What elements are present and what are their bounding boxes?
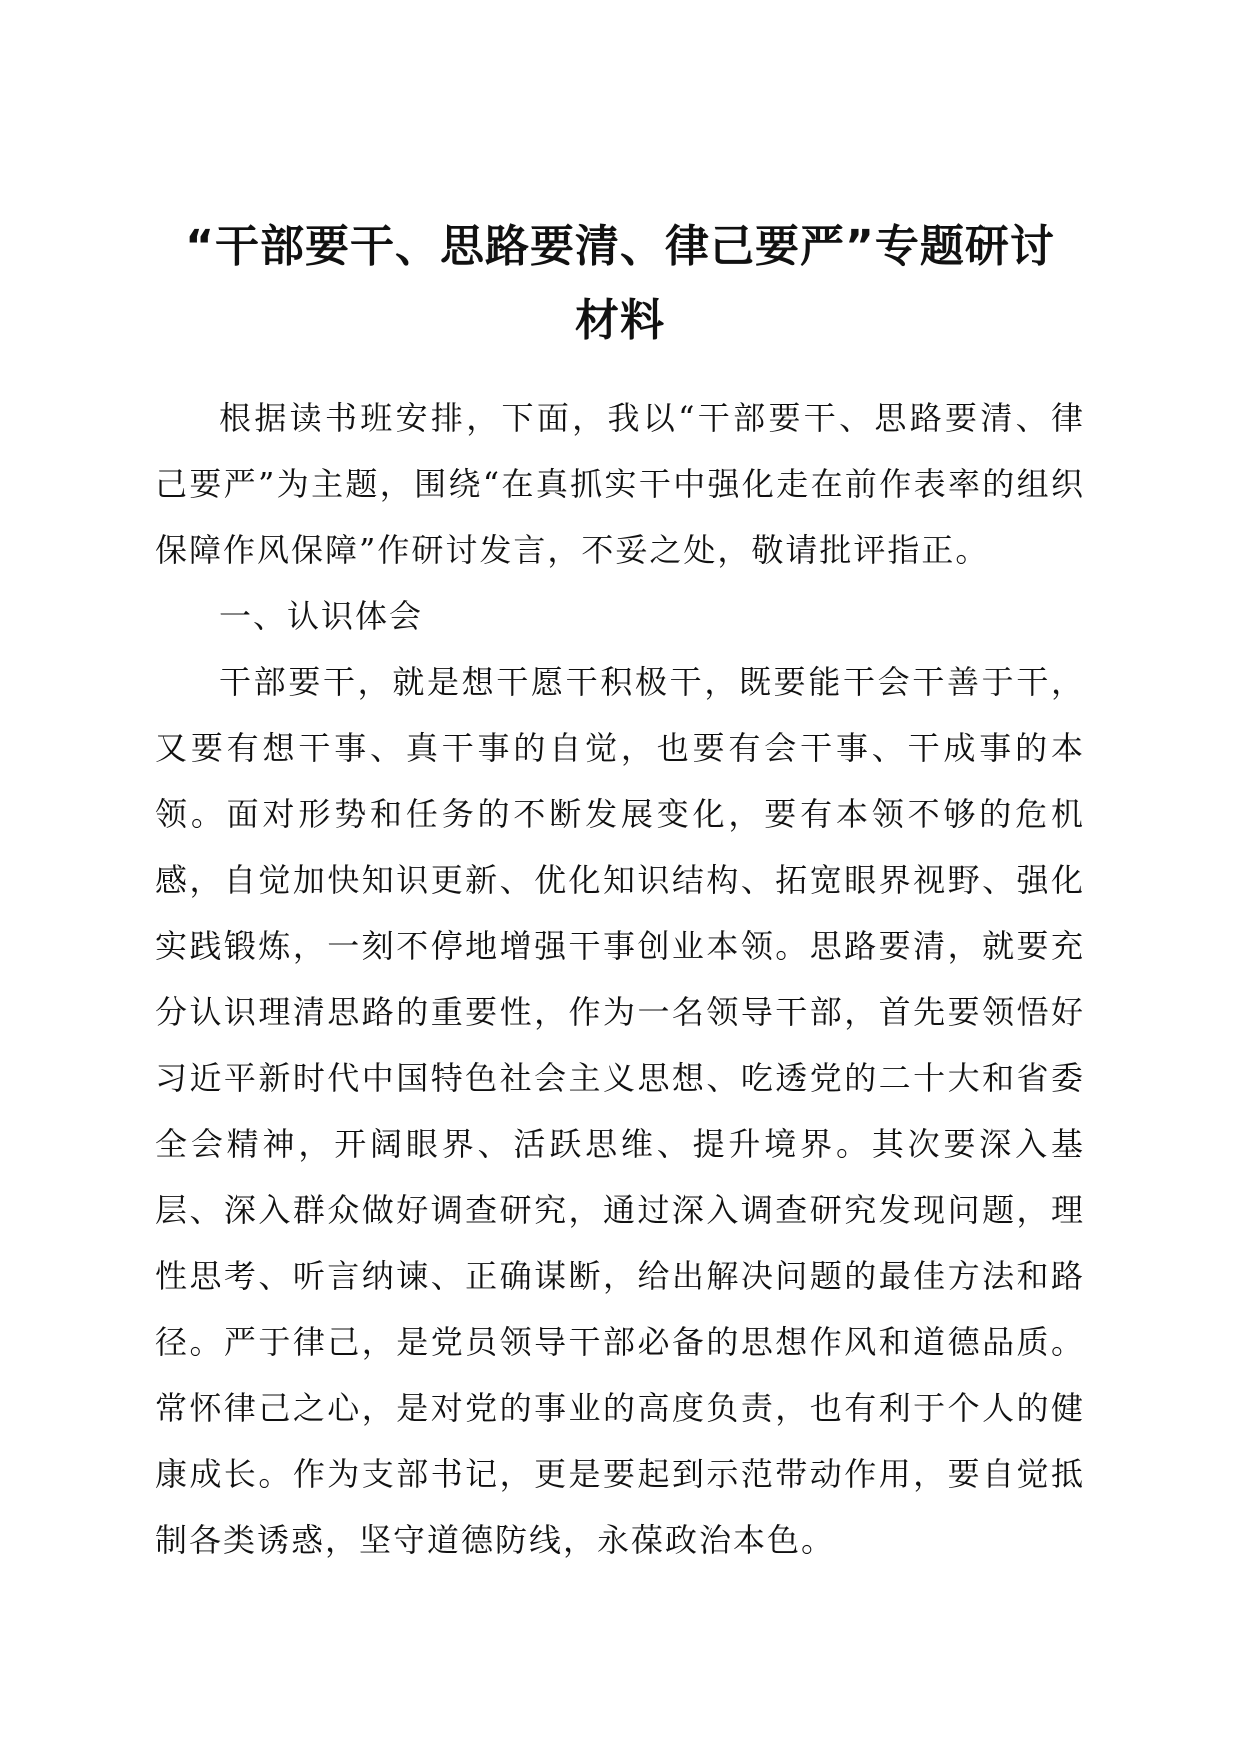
section-paragraph: 干部要干，就是想干愿干积极干，既要能干会干善于干，又要有想干事、真干事的自觉，也要有会干事、干成事的本领。面对形势和任务的不断发展变化，要有本领不够的危机感，自觉加快知识更新、优化知识结构、拓宽眼界视野、强化实践锻炼，一刻不停地增强干事创业本领。思路要清，就要充分认识理清思路的重要性，作为一名领导干部，首先要领悟好习近平新时代中国特色社会主义思想、吃透党的二十大和省委全会精神，开阔眼界、活跃思维、提升境界。其次要深入基层、深入群众做好调查研究，通过深入调查研究发现问题，理性思考、听言纳谏、正确谋断，给出解决问题的最佳方法和路径。严于律己，是党员领导干部必备的思想作风和道德品质。常怀律己之心，是对党的事业的高度负责，也有利于个人的健康成长。作为支部书记，更是要起到示范带动作用，要自觉抵制各类诱惑，坚守道德防线，永葆政治本色。: [155, 663, 1085, 1559]
section-heading: 一、认识体会: [219, 597, 424, 635]
title-line-2: 材料: [575, 295, 665, 346]
intro-paragraph: 根据读书班安排，下面，我以“干部要干、思路要清、律己要严”为主题，围绕“在真抓实干中强化走在前作表率的组织保障作风保障”作研讨发言，不妥之处，敬请批评指正。: [155, 399, 1085, 569]
document-body: [155, 385, 1085, 1573]
title-line-1: “干部要干、思路要清、律己要严”专题研讨: [185, 221, 1055, 272]
document-title: [150, 210, 1090, 358]
